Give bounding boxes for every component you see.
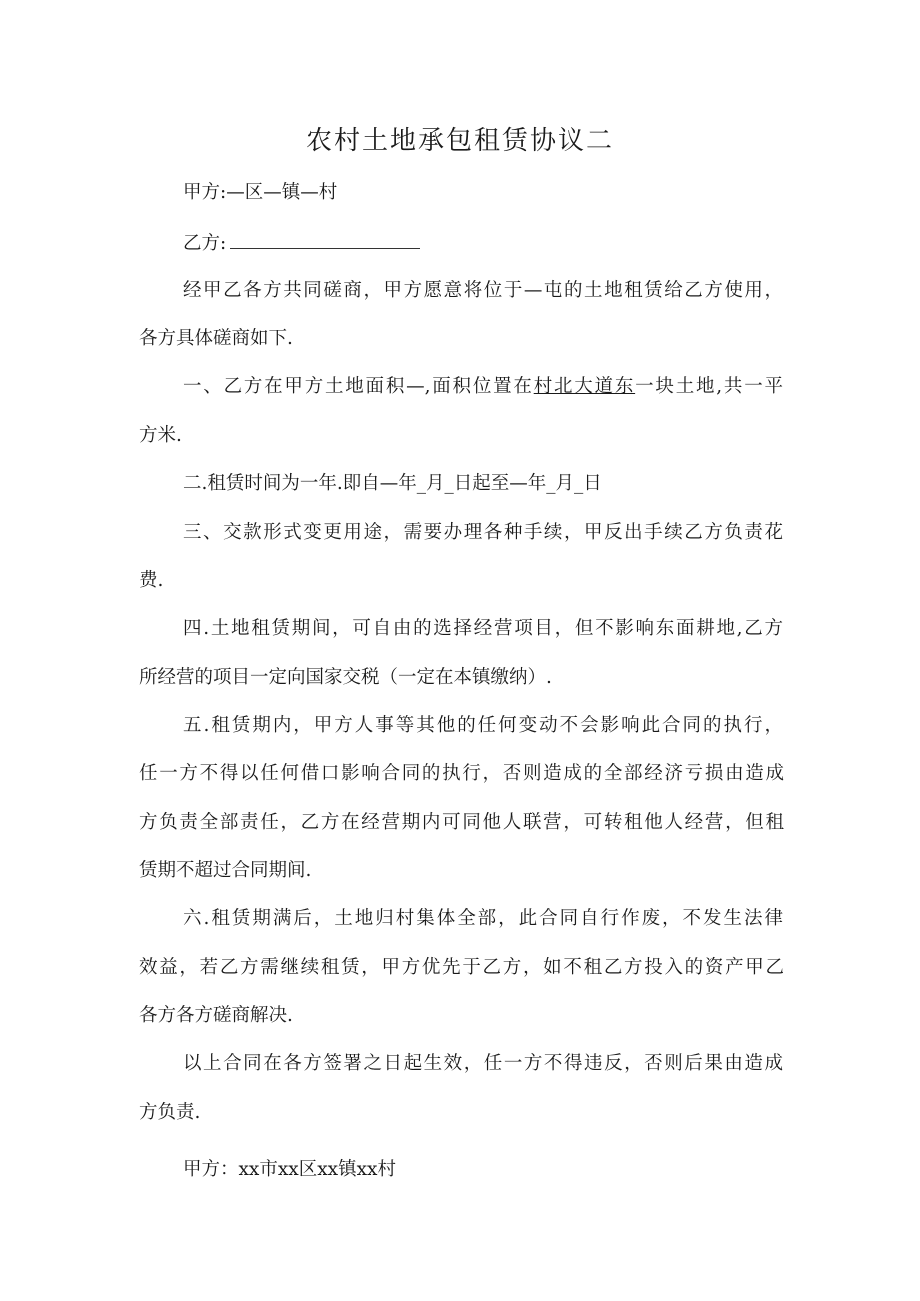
clause-1-location: 村北大道东 [533, 376, 636, 397]
clause-4-line-1: 四.土地租赁期间，可自由的选择经营项目，但不影响东面耕地,乙方 [183, 618, 783, 639]
party-b-line [183, 229, 783, 255]
intro-line-1: 经甲乙各方共同磋商，甲方愿意将位于—屯的土地租赁给乙方使用， [183, 280, 783, 301]
party-b-blank [230, 234, 420, 249]
clause-3-line-1: 三、交款形式变更用途，需要办理各种手续，甲反出手续乙方负责花 [183, 522, 783, 543]
clause-5-line-2: 任一方不得以任何借口影响合同的执行，否则造成的全部经济亏损由造成 [139, 763, 784, 784]
clause-5-line-4: 赁期不超过合同期间. [139, 860, 312, 881]
closing-line-1: 以上合同在各方签署之日起生效，任一方不得违反，否则后果由造成 [183, 1053, 783, 1074]
party-a-line: 甲方:—区—镇—村 [183, 182, 338, 203]
closing-line-2: 方负责. [139, 1102, 201, 1123]
intro-line-2: 各方具体磋商如下. [139, 328, 293, 349]
clause-3-line-2: 费. [139, 570, 164, 591]
clause-1-post: 一块土地,共一平 [635, 376, 783, 397]
clause-1-line-2: 方米. [139, 425, 182, 446]
clause-5-line-1: 五.租赁期内，甲方人事等其他的任何变动不会影响此合同的执行， [183, 715, 783, 736]
clause-4-line-2: 所经营的项目一定向国家交税（一定在本镇缴纳）. [139, 667, 552, 688]
clause-6-line-1: 六.租赁期满后，土地归村集体全部，此合同自行作废，不发生法律 [183, 908, 783, 929]
party-a-signature: 甲方：xx市xx区xx镇xx村 [183, 1159, 396, 1180]
clause-6-line-3: 各方各方磋商解决. [139, 1005, 293, 1026]
party-b-label: 乙方: [183, 233, 227, 254]
clause-1-line-1 [183, 372, 783, 398]
clause-6-line-2: 效益，若乙方需继续租赁，甲方优先于乙方，如不租乙方投入的资产甲乙 [139, 957, 784, 978]
clause-5-line-3: 方负责全部责任，乙方在经营期内可同他人联营，可转租他人经营，但租 [139, 812, 784, 833]
clause-2-line: 二.租赁时间为一年.即自—年_月_日起至—年_月_日 [183, 473, 602, 494]
document-title: 农村土地承包租赁协议二 [305, 126, 614, 156]
clause-1-pre: 一、乙方在甲方土地面积—,面积位置在 [183, 376, 534, 397]
